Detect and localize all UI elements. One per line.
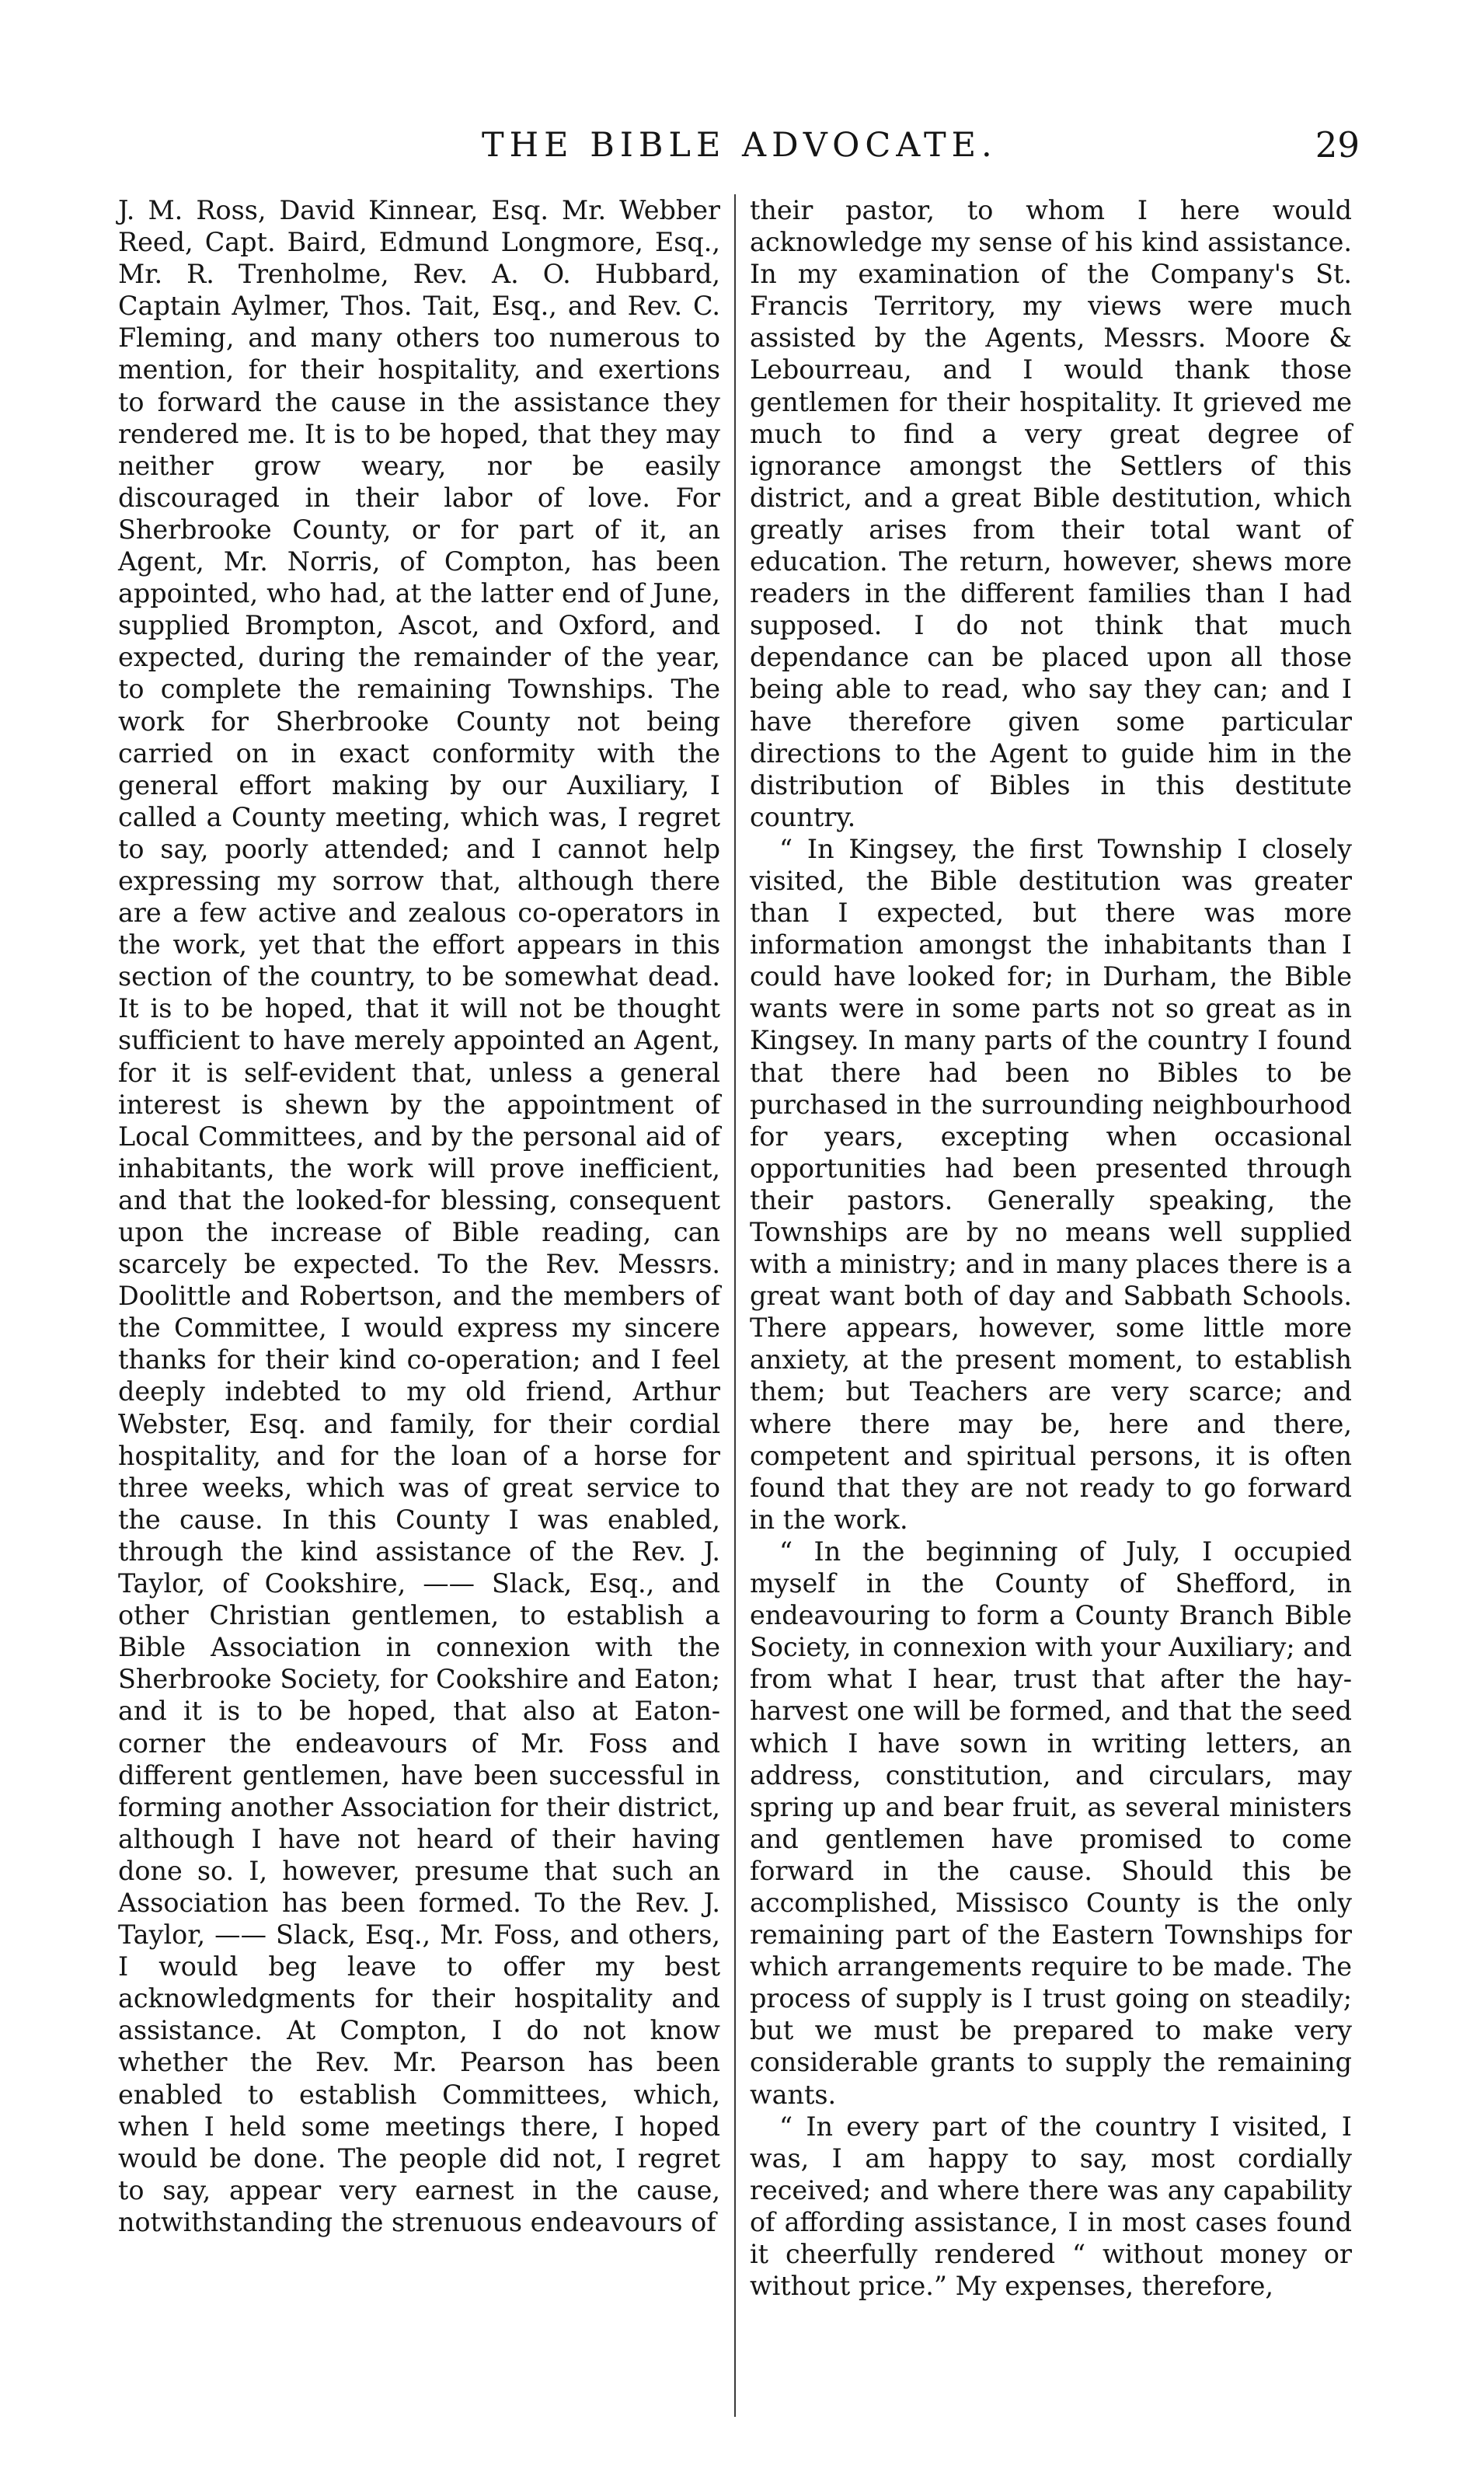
paragraph: “ In every part of the country I visited, I was, I am happy to say, most cordially received; and where there was any capability of affording assistance, I in most cases found it cheerfully rendered “ without money or without price.” My expenses, therefore, [750,2111,1352,2302]
left-column [118,194,720,2238]
paragraph: “ In the beginning of July, I occupied myself in the County of Shefford, in endeavouring to form a County Branch Bible Society, in connexion with your Auxiliary; and from what I hear, trust that after the hay-harvest one will be formed, and that the seed which I have sown in writing letters, an address, constitution, and circulars, may spring up and bear fruit, as several ministers and gentlemen have promised to come forward in the cause. Should this be accomplished, Missisco County is the only remaining part of the Eastern Townships for which arrangements require to be made. The process of supply is I trust going on steadily; but we must be prepared to make very considerable grants to supply the remaining wants. [750,1536,1353,2110]
paragraph: their pastor, to whom I here would acknowledge my sense of his kind assistance. In my examination of the Company's St. Francis Territory, my views were much assisted by the Agents, Messrs. Moore & Lebourreau, and I would thank those gentlemen for their hospitality. It grieved me much to find a very great degree of ignorance amongst the Settlers of this district, and a great Bible destitution, which greatly arises from their total want of education. The return, however, shews more readers in the different families than I had supposed. I do not think that much dependance can be placed upon all those being able to read, who say they can; and I have therefore given some particular directions to the Agent to guide him in the distribution of Bibles in this destitute country. [750,195,1352,832]
right-column [750,194,1352,2302]
running-title: THE BIBLE ADVOCATE. [482,126,998,165]
column-divider [734,194,736,2417]
running-header [117,118,1383,173]
page-number: 29 [1315,124,1360,166]
paragraph: “ In Kingsey, the first Township I closely visited, the Bible destitution was greater than I expected, but there was more information amongst the inhabitants than I could have looked for; in Durham, the Bible wants were in some parts not so great as in Kingsey. In many parts of the country I found that there had been no Bibles to be purchased in the surrounding neighbourhood for years, excepting when occasional opportunities had been presented through their pastors. Generally speaking, the Townships are by no means well supplied with a ministry; and in many places there is a great want both of day and Sabbath Schools. There appears, however, some little more anxiety, at the present moment, to establish them; but Teachers are very scarce; and where there may be, here and there, competent and spiritual persons, it is often found that they are not ready to go forward in the work. [750,833,1352,1535]
paragraph: J. M. Ross, David Kinnear, Esq. Mr. Webber Reed, Capt. Baird, Edmund Longmore, Esq., Mr. R. Trenholme, Rev. A. O. Hubbard, Captain Aylmer, Thos. Tait, Esq., and Rev. C. Fleming, and many others too numerous to mention, for their hospitality, and exertions to forward the cause in the assistance they rendered me. It is to be hoped, that they may neither grow weary, nor be easily discouraged in their labor of love. For Sherbrooke County, or for part of it, an Agent, Mr. Norris, of Compton, has been appointed, who had, at the latter end of June, supplied Brompton, Ascot, and Oxford, and expected, during the remainder of the year, to complete the remaining Townships. The work for Sherbrooke County not being carried on in exact conformity with the general effort making by our Auxiliary, I called a County meeting, which was, I regret to say, poorly attended; and I cannot help expressing my sorrow that, although there are a few active and zealous co-operators in the work, yet that the effort appears in this section of the country, to be somewhat dead. It is to be hoped, that it will not be thought sufficient to have merely appointed an Agent, for it is self-evident that, unless a general interest is shewn by the appointment of Local Committees, and by the personal aid of inhabitants, the work will prove inefficient, and that the looked-for blessing, consequent upon the increase of Bible reading, can scarcely be expected. To the Rev. Messrs. Doolittle and Robertson, and the members of the Committee, I would express my sincere thanks for their kind co-operation; and I feel deeply indebted to my old friend, Arthur Webster, Esq. and family, for their cordial hospitality, and for the loan of a horse for three weeks, which was of great service to the cause. In this County I was enabled, through the kind assistance of the Rev. J. Taylor, of Cookshire, —— Slack, Esq., and other Christian gentlemen, to establish a Bible Association in connexion with the Sherbrooke Society, for Cookshire and Eaton; and it is to be hoped, that also at Eaton-corner the endeavours of Mr. Foss and different gentlemen, have been successful in forming another Association for their district, although I have not heard of their having done so. I, however, presume that such an Association has been formed. To the Rev. J. Taylor, —— Slack, Esq., Mr. Foss, and others, I would beg leave to offer my best acknowledgments for their hospitality and assistance. At Compton, I do not know whether the Rev. Mr. Pearson has been enabled to establish Committees, which, when I held some meetings there, I hoped would be done. The people did not, I regret to say, appear very earnest in the cause, notwithstanding the strenuous endeavours of [118,195,720,2237]
